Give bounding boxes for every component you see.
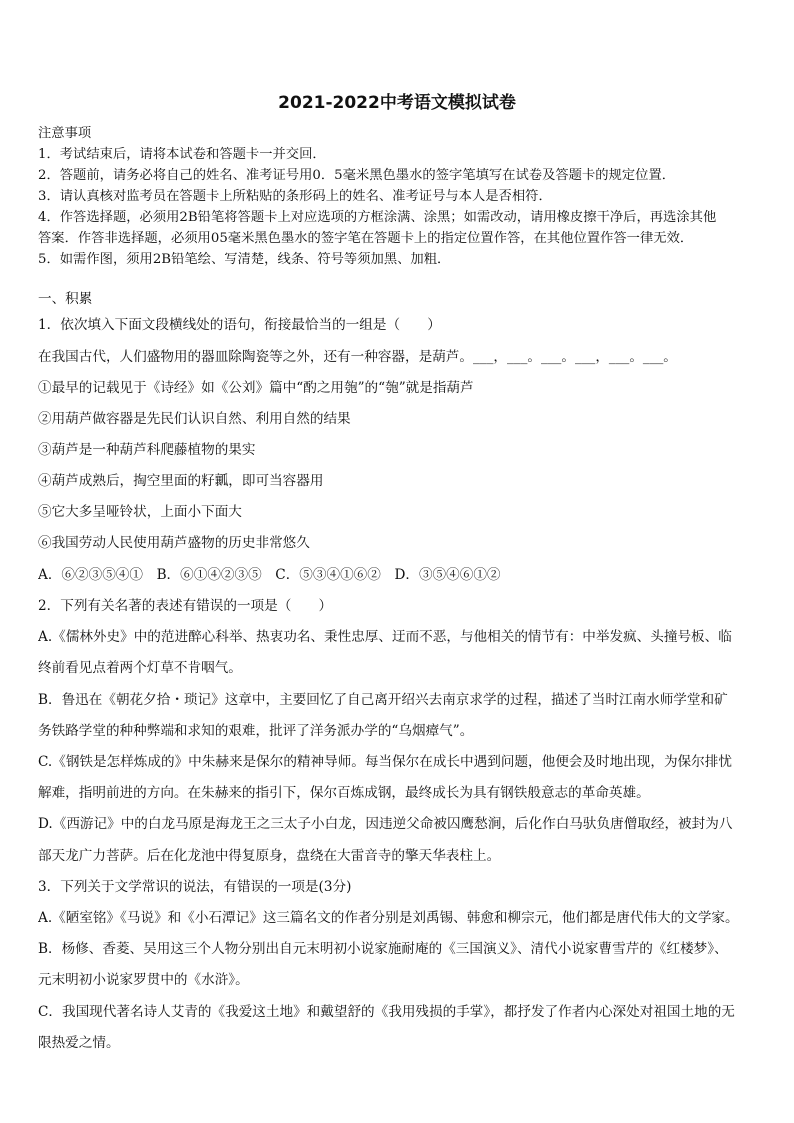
notes-item: 2．答题前，请务必将自己的姓名、准考证号用0．5毫米黑色墨水的签字笔填写在试卷及答题卡的规定位置． — [38, 168, 676, 183]
question-1-answers: A．⑥②③⑤④① B．⑥①④②③⑤ C．⑤③④①⑥② D．③⑤④⑥①② — [38, 567, 501, 583]
question-2-line: B．鲁迅在《朝花夕拾・琐记》这章中，主要回忆了自己离开绍兴去南京求学的过程，描述了当时江南水师学堂和矿 — [38, 692, 728, 708]
question-2-line: D.《西游记》中的白龙马原是海龙王之三太子小白龙，因违逆父命被囚鹰愁涧，后化作白马驮负唐僧取经，被封为八 — [38, 816, 733, 832]
question-1-option: ④葫芦成熟后，掏空里面的籽瓤，即可当容器用 — [38, 473, 324, 489]
question-2-stem: 2．下列有关名著的表述有错误的一项是（ ） — [38, 598, 333, 614]
question-1-stem: 1．依次填入下面文段横线处的语句，衔接最恰当的一组是（ ） — [38, 317, 441, 333]
question-2-line: 终前看见点着两个灯草不肯咽气。 — [38, 660, 242, 676]
notes-heading: 注意事项 — [38, 126, 92, 141]
question-2-line: C.《钢铁是怎样炼成的》中朱赫来是保尔的精神导师。每当保尔在成长中遇到问题，他便会及时地出现，为保尔排忧 — [38, 754, 732, 770]
question-2-line: 部天龙广力菩萨。后在化龙池中得复原身，盘绕在大雷音寺的擎天华表柱上。 — [38, 848, 501, 864]
notes-item: 答案．作答非选择题，必须用05毫米黑色墨水的签字笔在答题卡上的指定位置作答，在其他位置作答一律无效． — [38, 231, 694, 246]
question-1-passage: 在我国古代，人们盛物用的器皿除陶瓷等之外，还有一种容器，是葫芦。___，___。___。___，___。___。 — [38, 349, 677, 365]
question-3-stem: 3．下列关于文学常识的说法，有错误的一项是(3分) — [38, 879, 352, 895]
page-title: 2021-2022中考语文模拟试卷 — [278, 93, 516, 113]
question-1-option: ②用葫芦做容器是先民们认识自然、利用自然的结果 — [38, 411, 351, 427]
question-1-option: ⑤它大多呈哑铃状，上面小下面大 — [38, 504, 242, 520]
section-heading: 一、积累 — [38, 291, 93, 307]
question-2-line: 解难，指明前进的方向。在朱赫来的指引下，保尔百炼成钢，最终成长为具有钢铁般意志的革命英雄。 — [38, 785, 650, 801]
question-1-option: ①最早的记载见于《诗经》如《公刘》篇中“酌之用匏”的“匏”就是指葫芦 — [38, 380, 474, 396]
question-2-line: A.《儒林外史》中的范进醉心科举、热衷功名、秉性忠厚、迂而不恶，与他相关的情节有：中举发疯、头撞号板、临 — [38, 629, 732, 645]
question-3-line: 元末明初小说家罗贯中的《水浒》。 — [38, 972, 249, 988]
question-2-line: 务铁路学堂的种种弊端和求知的艰难，批评了洋务派办学的“乌烟瘴气”。 — [38, 723, 474, 739]
notes-item: 5．如需作图，须用2B铅笔绘、写清楚，线条、符号等须加黑、加粗． — [38, 252, 451, 267]
notes-item: 1．考试结束后，请将本试卷和答题卡一并交回． — [38, 147, 326, 162]
question-3-line: 限热爱之情。 — [38, 1035, 120, 1051]
notes-item: 4．作答选择题，必须用2B铅笔将答题卡上对应选项的方框涂满、涂黑；如需改动，请用橡皮擦干净后，再选涂其他 — [38, 210, 717, 225]
notes-item: 3．请认真核对监考员在答题卡上所粘贴的条形码上的姓名、准考证号与本人是否相符． — [38, 189, 552, 204]
question-1-option: ③葫芦是一种葫芦科爬藤植物的果实 — [38, 442, 256, 458]
question-3-line: B．杨修、香菱、吴用这三个人物分别出自元末明初小说家施耐庵的《三国演义》、清代小说家曹雪芹的《红楼梦》、 — [38, 941, 728, 957]
question-3-line: A.《陋室铭》《马说》和《小石潭记》这三篇名文的作者分别是刘禹锡、韩愈和柳宗元，他们都是唐代伟大的文学家。 — [38, 910, 739, 926]
question-1-option: ⑥我国劳动人民使用葫芦盛物的历史非常悠久 — [38, 535, 310, 551]
question-3-line: C．我国现代著名诗人艾青的《我爱这土地》和戴望舒的《我用残损的手掌》，都抒发了作者内心深处对祖国土地的无 — [38, 1004, 735, 1020]
